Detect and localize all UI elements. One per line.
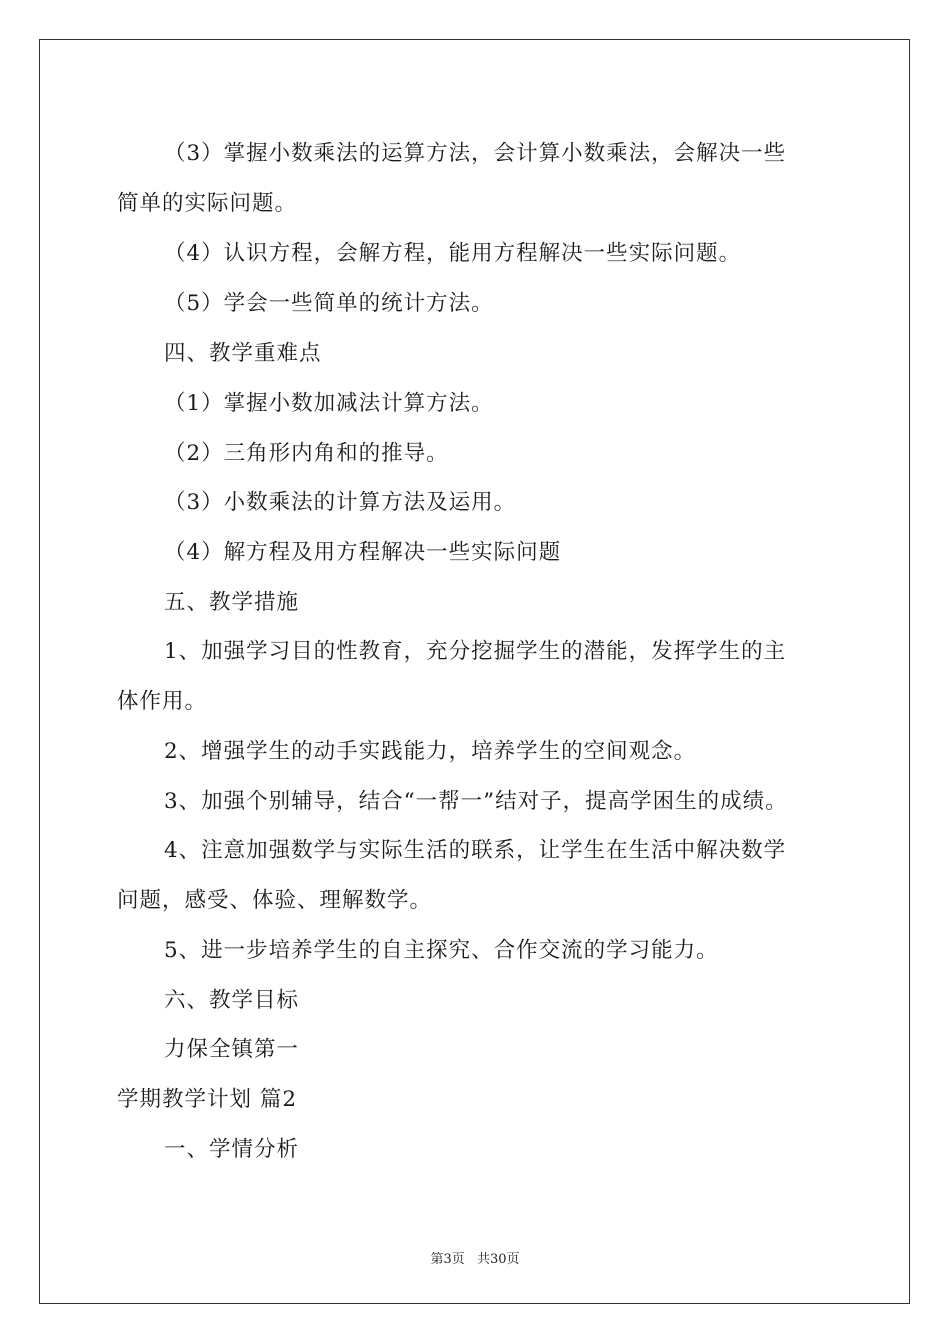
text-line: （3）掌握小数乘法的运算方法，会计算小数乘法，会解决一些 bbox=[164, 141, 787, 166]
text-line: （5）学会一些简单的统计方法。 bbox=[164, 291, 494, 316]
text-line: 简单的实际问题。 bbox=[117, 191, 298, 216]
text-line: 力保全镇第一 bbox=[164, 1037, 300, 1062]
section-heading: 四、教学重难点 bbox=[164, 341, 322, 366]
text-line: （3）小数乘法的计算方法及运用。 bbox=[164, 490, 517, 515]
text-line: （2）三角形内角和的推导。 bbox=[164, 441, 449, 466]
page-border bbox=[39, 39, 910, 1304]
text-line: 5、进一步培养学生的自主探究、合作交流的学习能力。 bbox=[164, 938, 719, 963]
text-line: 1、加强学习目的性教育，充分挖掘学生的潜能，发挥学生的主 bbox=[164, 639, 787, 664]
text-line: 4、注意加强数学与实际生活的联系，让学生在生活中解决数学 bbox=[164, 838, 787, 863]
page-number: 第3页 bbox=[430, 1252, 465, 1267]
text-line: （4）认识方程，会解方程，能用方程解决一些实际问题。 bbox=[164, 241, 742, 266]
text-line: 体作用。 bbox=[117, 689, 208, 714]
page-total: 共30页 bbox=[476, 1252, 520, 1267]
section-heading: 一、学情分析 bbox=[164, 1137, 300, 1162]
text-line: 问题，感受、体验、理解数学。 bbox=[117, 888, 433, 913]
text-line: 2、增强学生的动手实践能力，培养学生的空间观念。 bbox=[164, 739, 697, 764]
text-line: （1）掌握小数加减法计算方法。 bbox=[164, 391, 494, 416]
section-heading: 五、教学措施 bbox=[164, 590, 300, 615]
page-footer bbox=[0, 1248, 950, 1267]
section-heading: 六、教学目标 bbox=[164, 988, 300, 1013]
text-line: 3、加强个别辅导，结合“一帮一”结对子，提高学困生的成绩。 bbox=[164, 789, 788, 814]
document-title: 学期教学计划 篇2 bbox=[117, 1087, 298, 1112]
text-line: （4）解方程及用方程解决一些实际问题 bbox=[164, 540, 562, 565]
